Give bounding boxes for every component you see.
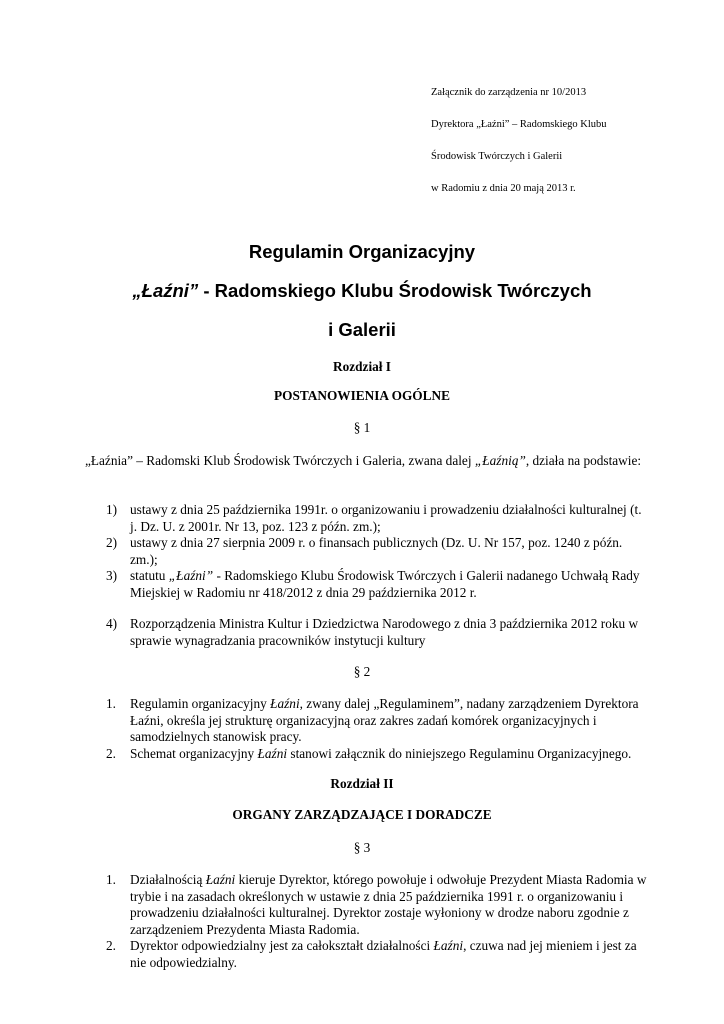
annex-line: Dyrektora „Łaźni” – Radomskiego Klubu	[431, 119, 607, 130]
list-italic: Łaźni	[270, 696, 300, 711]
list-text: Dyrektor odpowiedzialny jest za całokształt działalności	[130, 938, 434, 953]
list-number: 1.	[106, 872, 116, 887]
list-number: 3)	[106, 568, 118, 583]
document-title-line-2	[0, 280, 724, 302]
list-italic: Łaźni	[205, 872, 236, 887]
list-number: 1)	[106, 502, 118, 517]
annex-note	[431, 86, 607, 214]
list-number: 2.	[106, 745, 116, 761]
list-item	[0, 938, 650, 971]
chapter-1-label: Rozdział I	[333, 359, 391, 374]
section-2-mark: § 2	[353, 664, 371, 679]
list-item	[0, 616, 650, 649]
list-text: ustawy z dnia 25 października 1991r. o organizowaniu i prowadzeniu działalności kulturalnej (t. j. Dz. U. z 2001r. Nr 13, poz. 123 z późn. zm.);	[130, 502, 642, 534]
list-number: 4)	[106, 616, 118, 631]
list-text-end: , czuwa nad jej mieniem i jest za nie odpowiedzialny.	[130, 938, 637, 970]
annex-line: Załącznik do zarządzenia nr 10/2013	[431, 87, 587, 98]
chapter-2-heading: ORGANY ZARZĄDZAJĄCE I DORADCZE	[232, 807, 492, 822]
legal-basis-list	[0, 502, 650, 601]
list-text: Rozporządzenia Ministra Kultur i Dziedzictwa Narodowego z dnia 3 października 2012 roku w sprawie wynagradzania pracowników instytucji kultury	[130, 616, 639, 648]
section-1-intro	[85, 452, 645, 469]
list-item	[0, 872, 650, 938]
list-item	[0, 535, 650, 568]
legal-basis-list-cont	[0, 616, 650, 649]
section-3-list	[0, 872, 650, 971]
list-text: statutu	[130, 568, 169, 583]
annex-line: Środowisk Twórczych i Galerii	[431, 151, 563, 162]
intro-text: „Łaźnia” – Radomski Klub Środowisk Twórczych i Galeria, zwana dalej	[85, 453, 475, 468]
list-text-end: , zwany dalej „Regulaminem”, nadany zarządzeniem Dyrektora Łaźni, określa jej strukturę organizacyjną oraz zakres zadań komórek organizacyjnych i samodzielnych stanowisk pracy.	[130, 696, 639, 744]
intro-text-end: , działa na podstawie:	[525, 453, 642, 468]
document-title-line-1: Regulamin Organizacyjny	[248, 241, 476, 262]
chapter-1-heading: POSTANOWIENIA OGÓLNE	[274, 388, 450, 403]
list-number: 1.	[106, 696, 116, 711]
list-text: Regulamin organizacyjny	[130, 696, 271, 711]
chapter-2-label: Rozdział II	[330, 776, 394, 791]
list-italic: Łaźni	[257, 745, 288, 761]
list-text-end: - Radomskiego Klubu Środowisk Twórczych i Galerii nadanego Uchwałą Rady Miejskiej w Radomiu nr 418/2012 z dnia 29 października 2012 r.	[130, 568, 640, 600]
intro-italic: „Łaźnią”	[474, 453, 526, 468]
document-title-line-3: i Galerii	[328, 319, 396, 340]
list-text: Schemat organizacyjny	[130, 745, 258, 761]
list-number: 2)	[106, 535, 118, 550]
list-text: ustawy z dnia 27 sierpnia 2009 r. o finansach publicznych (Dz. U. Nr 157, poz. 1240 z późn. zm.);	[130, 535, 623, 567]
list-item	[0, 502, 650, 535]
section-3-mark: § 3	[353, 840, 371, 855]
title-rest: - Radomskiego Klubu Środowisk Twórczych	[198, 280, 592, 301]
title-italic-name: „Łaźni”	[132, 280, 199, 301]
list-italic: „Łaźni”	[168, 568, 214, 583]
section-2-list	[0, 696, 650, 762]
list-text-end: stanowi załącznik do niniejszego Regulaminu Organizacyjnego.	[287, 745, 632, 761]
list-item	[0, 696, 650, 746]
section-1-mark: § 1	[353, 420, 371, 435]
list-italic: Łaźni	[433, 938, 464, 953]
list-text: Działalnością	[130, 872, 206, 887]
list-item	[0, 568, 650, 601]
list-number: 2.	[106, 938, 116, 953]
annex-line: w Radomiu z dnia 20 mają 2013 r.	[431, 183, 576, 194]
list-text-end: kieruje Dyrektor, którego powołuje i odwołuje Prezydent Miasta Radomia w trybie i na zasadach określonych w ustawie z dnia 25 października 1991 r. o organizowaniu i prowadzeniu działalności kulturalnej. Dyrektor zostaje wyłoniony w drodze naboru zgodnie z zarządzeniem Prezydenta Miasta Radomia.	[130, 872, 647, 937]
list-item	[0, 746, 650, 763]
